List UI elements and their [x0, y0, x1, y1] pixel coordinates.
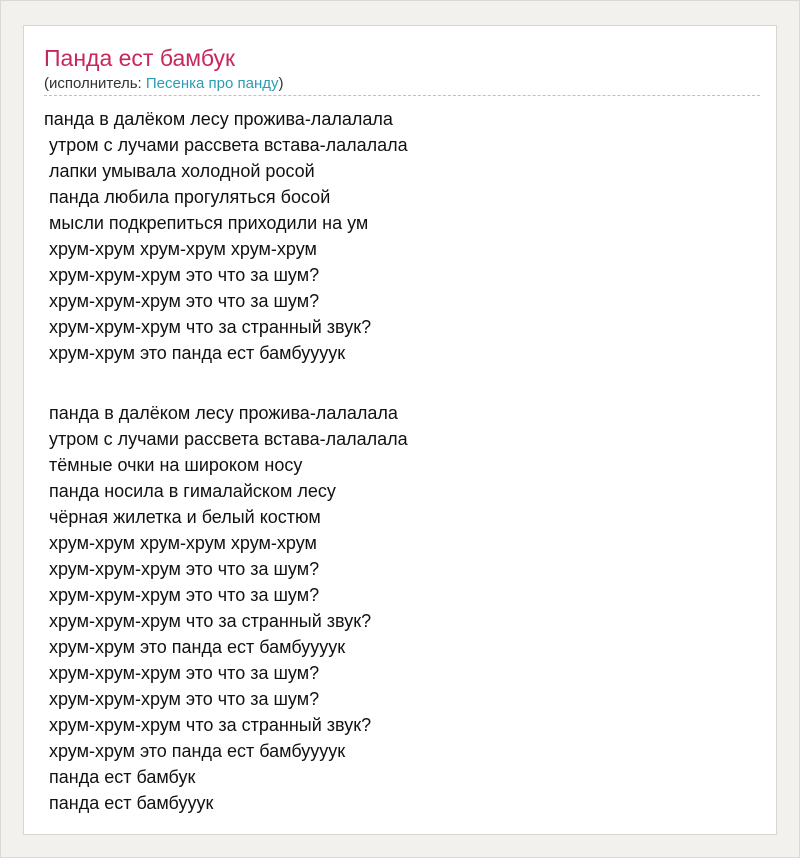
- lyric-line: хрум-хрум-хрум что за странный звук?: [44, 611, 372, 631]
- lyric-line: панда носила в гималайском лесу: [44, 481, 336, 501]
- lyric-line: хрум-хрум-хрум это что за шум?: [44, 291, 320, 311]
- artist-line: [44, 74, 284, 94]
- lyric-line: хрум-хрум это панда ест бамбуууук: [44, 343, 346, 363]
- lyric-line: тёмные очки на широком носу: [44, 455, 303, 475]
- lyric-line: панда ест бамбууук: [44, 793, 214, 813]
- lyric-line: панда в далёком лесу прожива-лалалала: [44, 403, 398, 423]
- lyric-line: хрум-хрум-хрум это что за шум?: [44, 585, 320, 605]
- lyrics-stanza: [44, 106, 760, 366]
- lyric-line: лапки умывала холодной росой: [44, 161, 315, 181]
- lyric-line: хрум-хрум-хрум что за странный звук?: [44, 317, 372, 337]
- lyric-line: мысли подкрепиться приходили на ум: [44, 213, 369, 233]
- title-divider: [44, 95, 760, 96]
- lyric-line: панда в далёком лесу прожива-лалалала: [44, 109, 393, 129]
- lyric-line: панда ест бамбук: [44, 767, 196, 787]
- lyric-line: чёрная жилетка и белый костюм: [44, 507, 321, 527]
- lyric-line: хрум-хрум это панда ест бамбуууук: [44, 637, 346, 657]
- artist-prefix: (исполнитель:: [44, 75, 146, 92]
- artist-suffix: ): [278, 75, 284, 92]
- lyric-line: хрум-хрум-хрум это что за шум?: [44, 663, 320, 683]
- lyrics-card: [23, 25, 777, 835]
- artist-link[interactable]: Песенка про панду: [145, 75, 279, 92]
- lyric-line: утром с лучами рассвета встава-лалалала: [44, 135, 408, 155]
- lyric-line: хрум-хрум это панда ест бамбуууук: [44, 741, 346, 761]
- lyrics-body: [44, 106, 760, 816]
- lyric-line: утром с лучами рассвета встава-лалалала: [44, 429, 408, 449]
- lyric-line: хрум-хрум-хрум что за странный звук?: [44, 715, 372, 735]
- lyric-line: [44, 374, 760, 400]
- lyrics-stanza: [44, 374, 760, 816]
- lyric-line: панда любила прогуляться босой: [44, 187, 331, 207]
- lyric-line: хрум-хрум хрум-хрум хрум-хрум: [44, 533, 317, 553]
- lyric-line: хрум-хрум-хрум это что за шум?: [44, 559, 320, 579]
- lyric-line: хрум-хрум-хрум это что за шум?: [44, 265, 320, 285]
- song-title: Панда ест бамбук: [44, 45, 236, 71]
- lyric-line: хрум-хрум хрум-хрум хрум-хрум: [44, 239, 317, 259]
- lyric-line: хрум-хрум-хрум это что за шум?: [44, 689, 320, 709]
